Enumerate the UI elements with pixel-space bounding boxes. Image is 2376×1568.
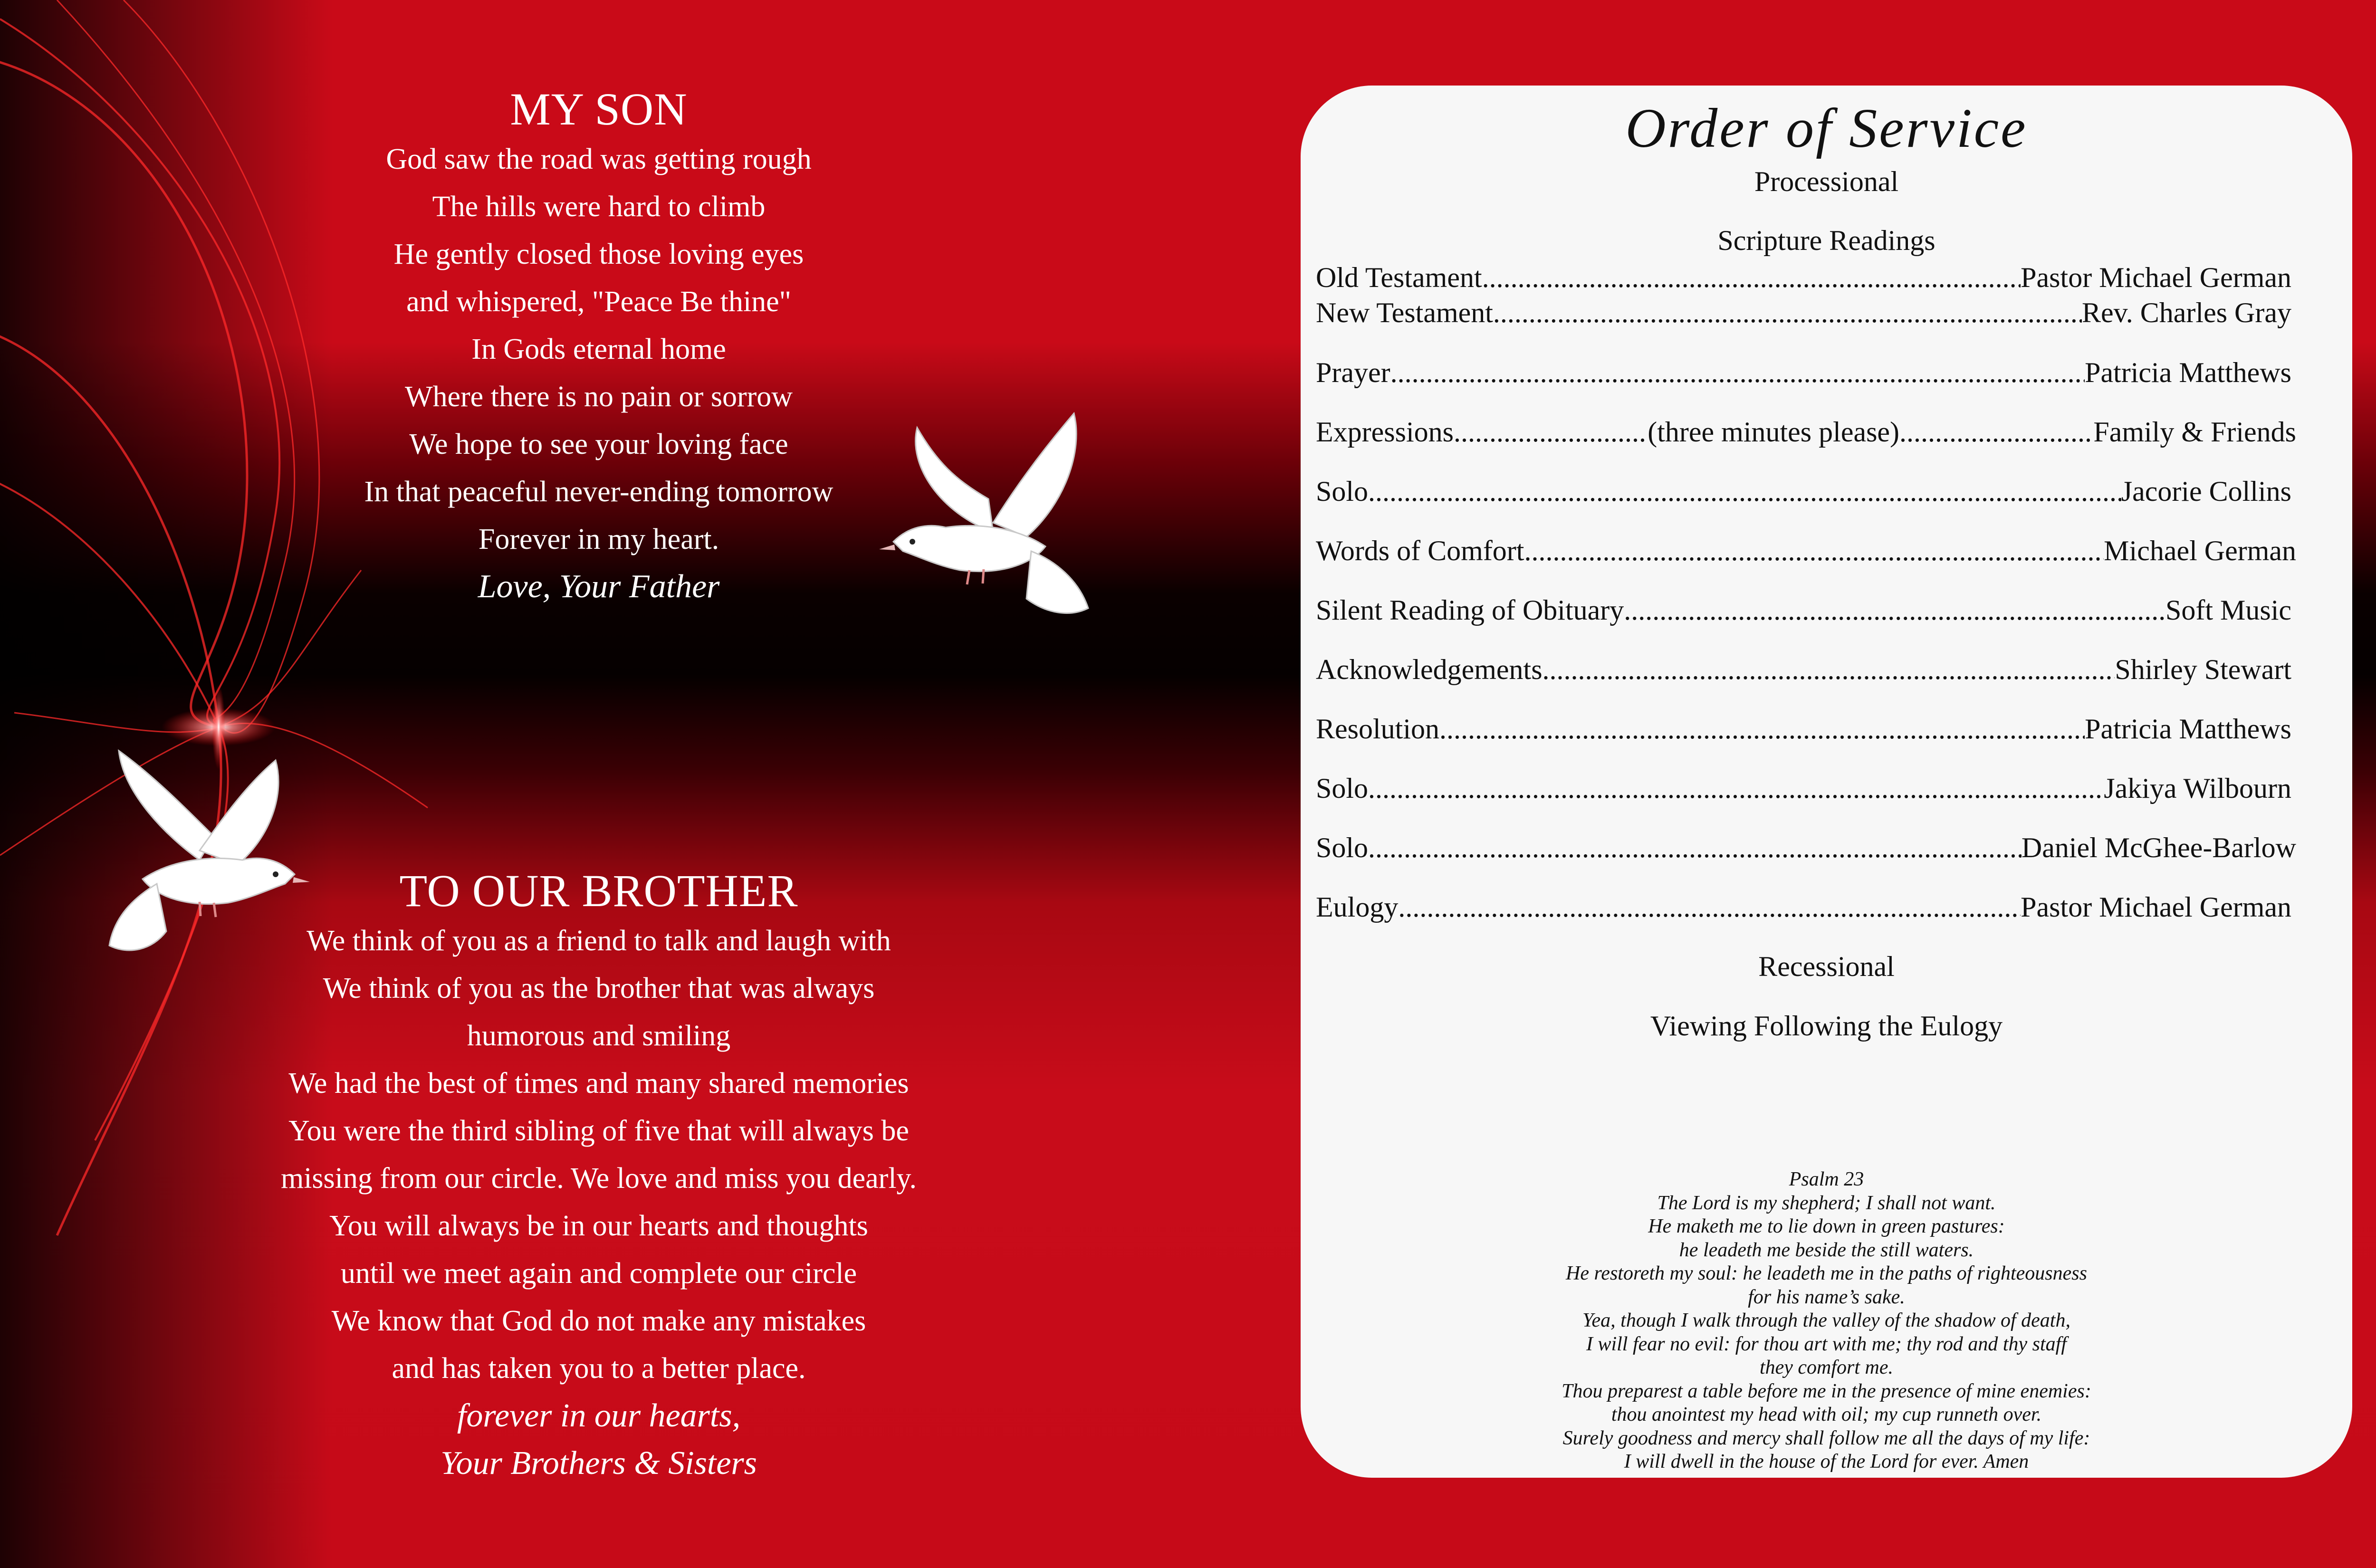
psalm-line: Psalm 23	[1789, 1168, 1864, 1190]
poem-line: humorous and smiling	[467, 1020, 731, 1052]
dove-icon	[874, 409, 1093, 637]
poem-title: MY SON	[510, 84, 688, 134]
service-item-label: Solo	[1316, 476, 1369, 507]
leader-dots	[1454, 416, 1648, 449]
service-item	[1316, 356, 2291, 389]
service-item	[1316, 891, 2291, 924]
leader-dots	[1439, 713, 2085, 746]
order-of-service-panel	[1301, 86, 2352, 1478]
service-item-value: Pastor Michael German	[2021, 891, 2291, 923]
processional: Processional	[1754, 166, 1899, 197]
service-item-value: Pastor Michael German	[2021, 262, 2291, 293]
service-item	[1316, 261, 2291, 294]
poem-line: Where there is no pain or sorrow	[404, 381, 793, 413]
order-of-service-title: Order of Service	[1625, 97, 2028, 159]
service-item-label: Expressions	[1316, 416, 1454, 448]
scripture-heading: Scripture Readings	[1717, 225, 1935, 256]
poem-line: We think of you as the brother that was always	[323, 972, 875, 1004]
service-item-label: Solo	[1316, 832, 1369, 863]
service-item-label: Solo	[1316, 773, 1369, 804]
psalm-line: Surely goodness and mercy shall follow me all the days of my life:	[1562, 1427, 2090, 1449]
poem-line: We know that God do not make any mistakes	[331, 1305, 866, 1337]
leader-dots	[1542, 653, 2115, 686]
psalm-line: The Lord is my shepherd; I shall not want.	[1657, 1192, 1996, 1214]
poem-line: We hope to see your loving face	[409, 428, 788, 460]
leader-dots	[1482, 261, 2021, 294]
leader-dots	[1398, 891, 2021, 924]
poem-line: We had the best of times and many shared memories	[288, 1067, 909, 1100]
leader-dots	[1899, 416, 2093, 449]
poem-signature: Love, Your Father	[478, 568, 720, 605]
poem-line: and whispered, "Peace Be thine"	[406, 286, 791, 318]
service-item-value: Jacorie Collins	[2121, 476, 2291, 507]
service-item	[1316, 475, 2291, 508]
service-item-value: Shirley Stewart	[2115, 654, 2291, 685]
service-item	[1316, 416, 2296, 449]
viewing-note: Viewing Following the Eulogy	[1650, 1010, 2003, 1042]
service-item-value: Daniel McGhee-Barlow	[2021, 832, 2296, 863]
service-item-note: (three minutes please)	[1648, 416, 1900, 448]
poem-my-son	[266, 83, 931, 611]
psalm-line: he leadeth me beside the still waters.	[1679, 1239, 1974, 1261]
poem-line: The hills were hard to climb	[432, 191, 766, 223]
psalm-line: they comfort me.	[1759, 1357, 1894, 1378]
psalm-23	[1301, 1168, 2352, 1474]
poem-line: We think of you as a friend to talk and laugh with	[307, 925, 891, 957]
service-item-value: Michael German	[2104, 535, 2296, 566]
leader-dots	[1493, 296, 2082, 329]
service-item-value: Soft Music	[2165, 594, 2291, 626]
psalm-line: Thou preparest a table before me in the presence of mine enemies:	[1562, 1380, 2091, 1402]
poem-line: missing from our circle. We love and miss you dearly.	[280, 1162, 917, 1195]
poem-line: You will always be in our hearts and thoughts	[329, 1210, 868, 1242]
service-item-label: Words of Comfort	[1316, 535, 1524, 566]
service-item	[1316, 713, 2291, 746]
poem-line: He gently closed those loving eyes	[393, 238, 804, 270]
service-item-value: Rev. Charles Gray	[2082, 297, 2291, 328]
leader-dots	[1368, 832, 2022, 864]
service-item-label: Prayer	[1316, 357, 1390, 388]
poem-to-our-brother	[219, 865, 979, 1487]
psalm-line: I will fear no evil: for thou art with me; thy rod and thy staff	[1586, 1333, 2067, 1355]
service-item	[1316, 535, 2296, 567]
poem-title: TO OUR BROTHER	[399, 865, 798, 916]
service-item-label: Acknowledgements	[1316, 654, 1542, 685]
service-item	[1316, 772, 2291, 805]
poem-signature: forever in our hearts,	[457, 1397, 741, 1434]
service-item-label: Eulogy	[1316, 891, 1399, 923]
service-item	[1316, 832, 2296, 864]
service-item	[1316, 296, 2291, 329]
poem-line: You were the third sibling of five that will always be	[288, 1115, 909, 1147]
poem-line: God saw the road was getting rough	[386, 143, 812, 175]
service-item-label: Silent Reading of Obituary	[1316, 594, 1624, 626]
leader-dots	[1524, 535, 2104, 567]
leader-dots	[1368, 475, 2121, 508]
leader-dots	[1368, 772, 2104, 805]
service-item-label: Old Testament	[1316, 262, 1482, 293]
psalm-line: He maketh me to lie down in green pastures:	[1648, 1215, 2005, 1237]
service-item-value: Family & Friends	[2093, 416, 2297, 448]
service-item-label: Resolution	[1316, 713, 1440, 745]
psalm-line: I will dwell in the house of the Lord for ever. Amen	[1624, 1451, 2029, 1472]
recessional: Recessional	[1758, 951, 1895, 982]
psalm-line: for his name’s sake.	[1748, 1286, 1905, 1308]
poem-signature: Your Brothers & Sisters	[441, 1445, 757, 1482]
poem-line: Forever in my heart.	[478, 523, 719, 555]
service-item-label: New Testament	[1316, 297, 1493, 328]
service-item-value: Patricia Matthews	[2085, 713, 2291, 745]
poem-line: until we meet again and complete our circle	[340, 1257, 857, 1290]
poem-line: In that peaceful never-ending tomorrow	[364, 476, 834, 508]
service-item	[1316, 653, 2291, 686]
psalm-line: He restoreth my soul: he leadeth me in the paths of righteousness	[1566, 1262, 2087, 1284]
service-item-value: Jakiya Wilbourn	[2104, 773, 2291, 804]
leader-dots	[1624, 594, 2165, 627]
psalm-line: Yea, though I walk through the valley of the shadow of death,	[1582, 1310, 2070, 1331]
service-item	[1316, 594, 2291, 627]
service-item-value: Patricia Matthews	[2085, 357, 2291, 388]
poem-line: In Gods eternal home	[471, 333, 726, 365]
poem-line: and has taken you to a better place.	[392, 1352, 806, 1385]
psalm-line: thou anointest my head with oil; my cup runneth over.	[1611, 1404, 2042, 1425]
leader-dots	[1390, 356, 2085, 389]
